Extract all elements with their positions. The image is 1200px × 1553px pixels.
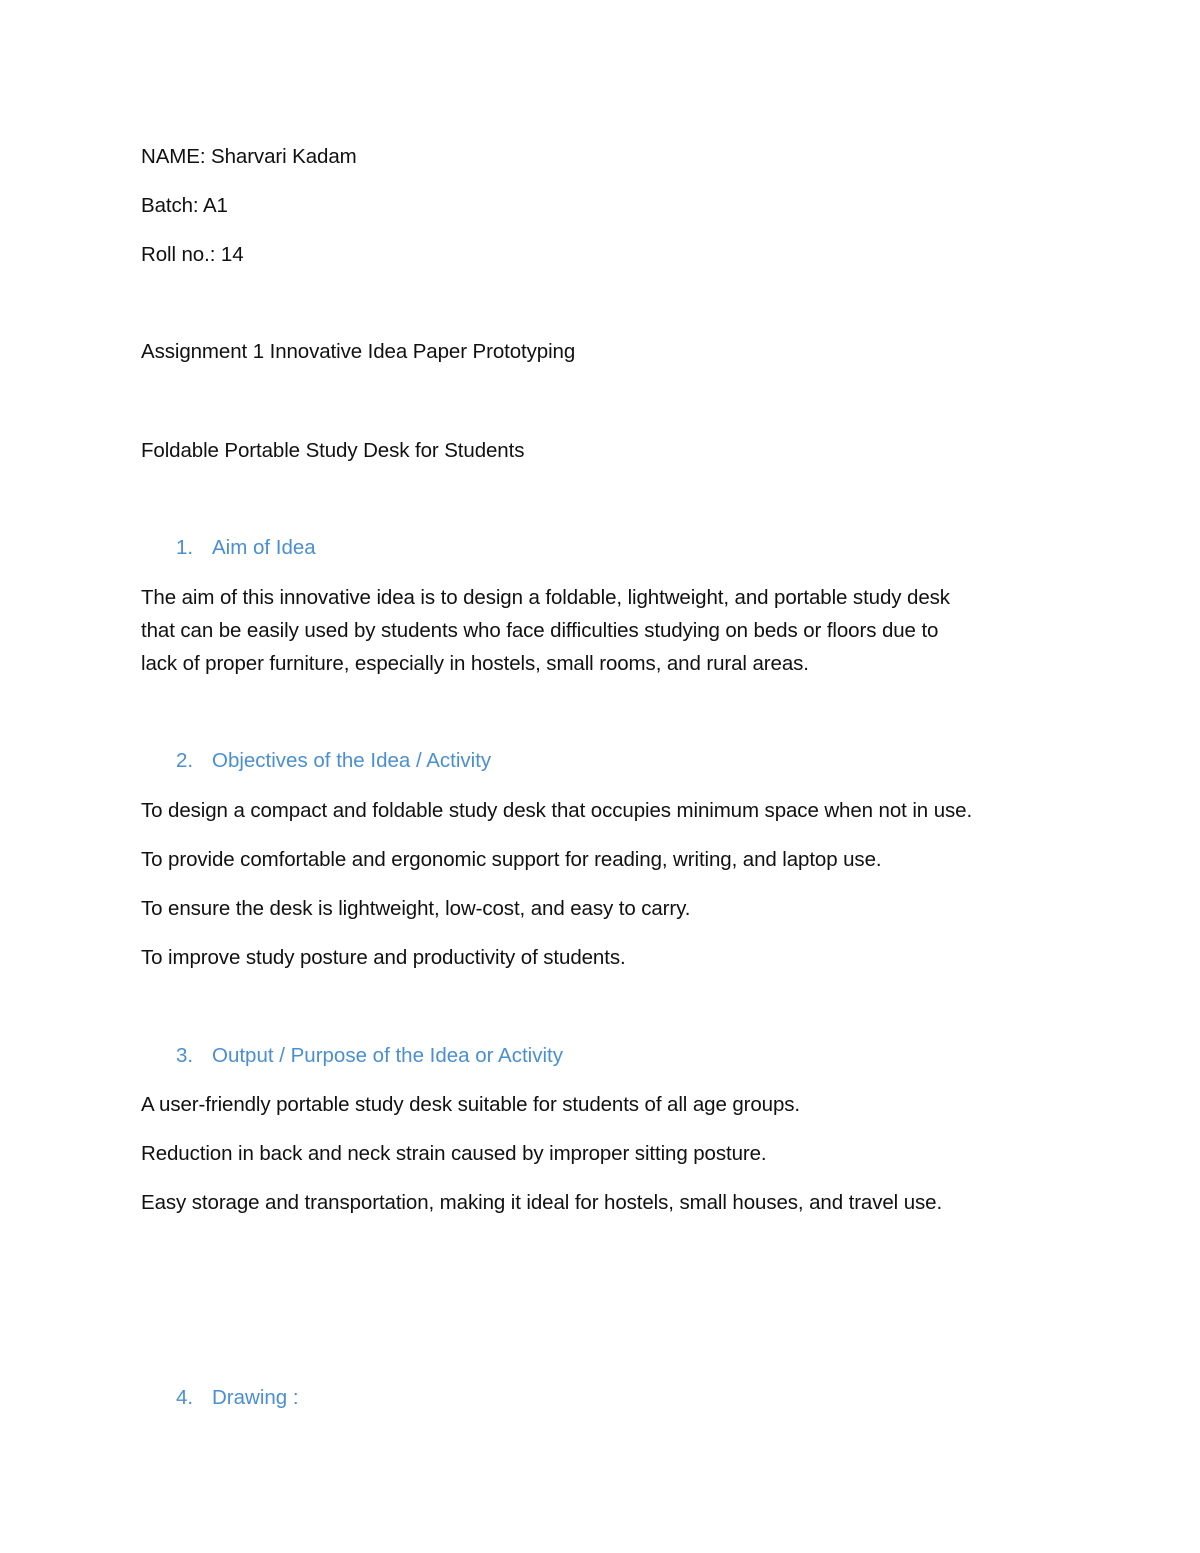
section-title: Drawing : [212,1386,299,1409]
section-heading-objectives [176,744,491,778]
section-number: 3. [176,1044,194,1067]
output-line: Easy storage and transportation, making it ideal for hostels, small houses, and travel use. [141,1191,943,1214]
section-title: Objectives of the Idea / Activity [212,749,492,772]
assignment-title: Assignment 1 Innovative Idea Paper Prototyping [141,340,576,363]
output-line: A user-friendly portable study desk suitable for students of all age groups. [141,1093,801,1116]
section-heading-aim [176,531,316,565]
aim-line: that can be easily used by students who face difficulties studying on beds or floors due to [141,619,939,642]
objective-line: To design a compact and foldable study desk that occupies minimum space when not in use. [141,799,973,822]
section-number: 1. [176,536,194,559]
project-title: Foldable Portable Study Desk for Students [141,439,525,462]
roll-number: Roll no.: 14 [141,243,244,266]
section-title: Aim of Idea [212,536,316,559]
section-heading-output [176,1039,563,1073]
section-heading-drawing [176,1381,299,1415]
objective-line: To provide comfortable and ergonomic support for reading, writing, and laptop use. [141,848,882,871]
objective-line: To improve study posture and productivity of students. [141,946,626,969]
objective-line: To ensure the desk is lightweight, low-cost, and easy to carry. [141,897,691,920]
aim-line: lack of proper furniture, especially in hostels, small rooms, and rural areas. [141,652,809,675]
aim-line: The aim of this innovative idea is to design a foldable, lightweight, and portable study desk [141,586,950,609]
section-number: 4. [176,1386,194,1409]
batch: Batch: A1 [141,194,228,217]
section-number: 2. [176,749,194,772]
output-line: Reduction in back and neck strain caused by improper sitting posture. [141,1142,767,1165]
student-name: NAME: Sharvari Kadam [141,145,357,168]
section-title: Output / Purpose of the Idea or Activity [212,1044,563,1067]
